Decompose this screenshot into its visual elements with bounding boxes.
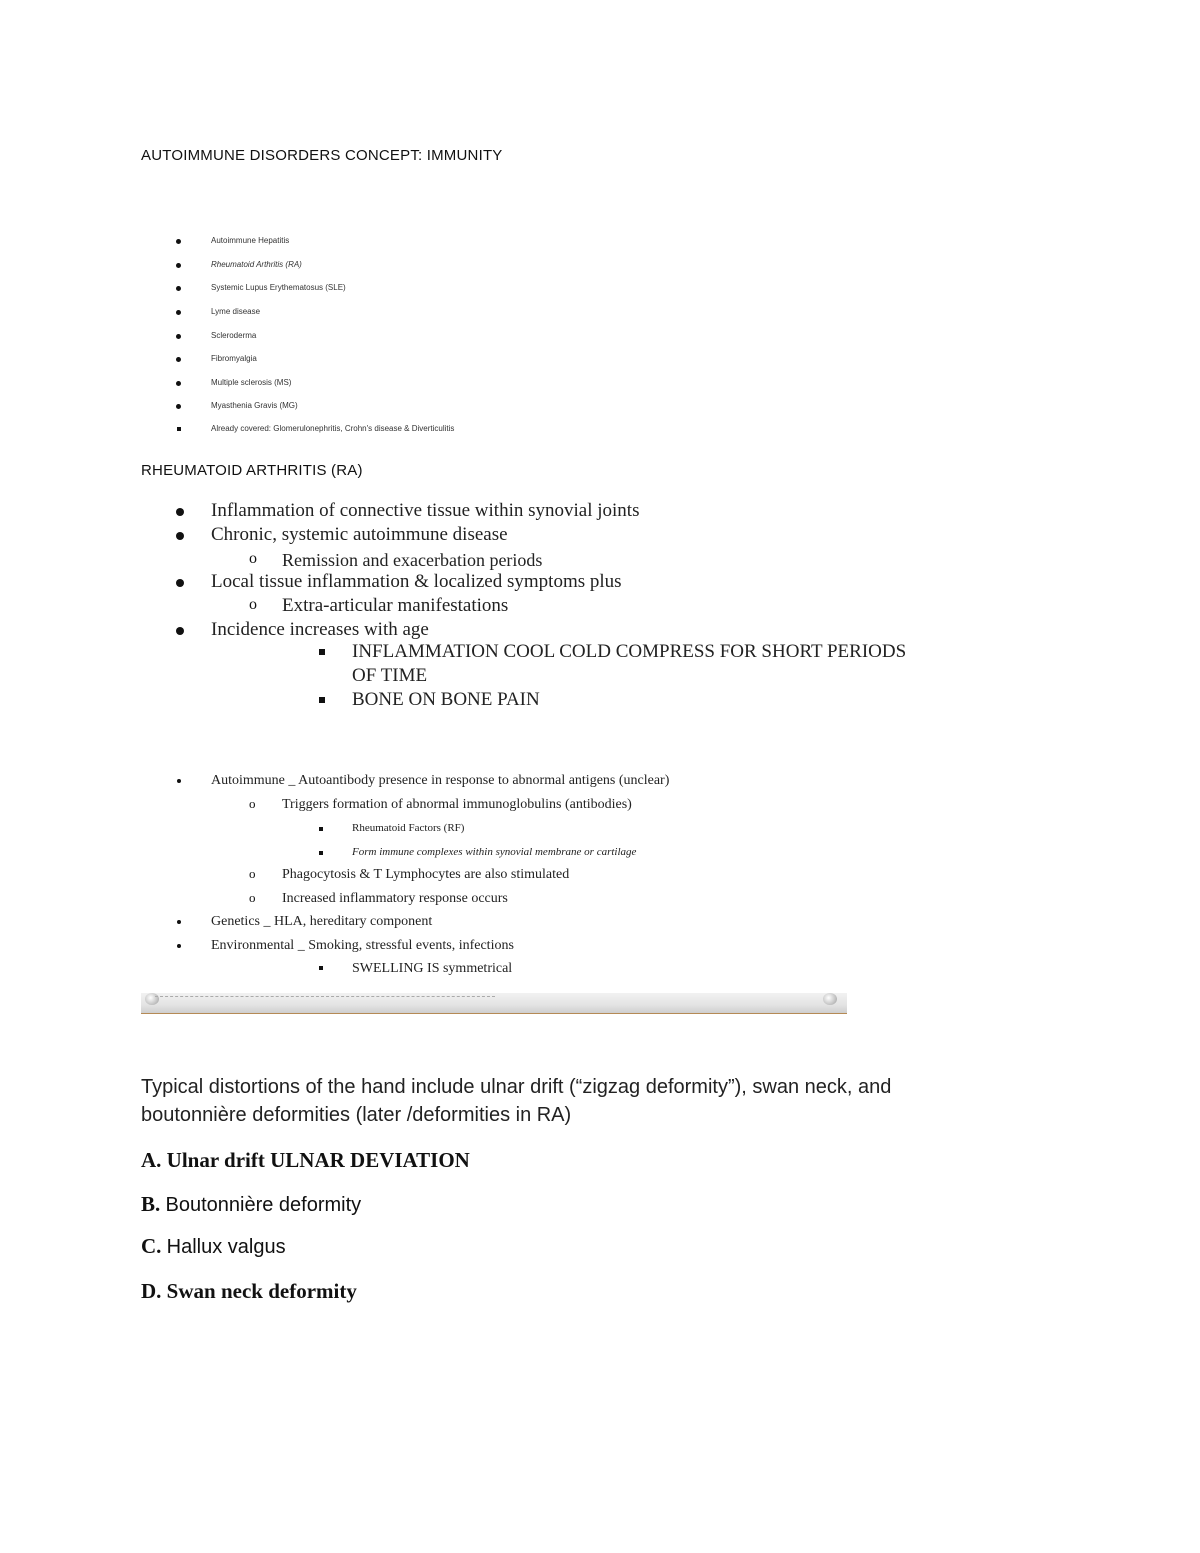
list-item: Lyme disease (211, 307, 261, 316)
option-d (141, 1279, 357, 1304)
intro-line: boutonnière deformities (later /deformities in RA) (141, 1104, 572, 1126)
list-item: Myasthenia Gravis (MG) (211, 401, 298, 410)
list-item: Systemic Lupus Erythematosus (SLE) (211, 283, 346, 292)
option-c (141, 1234, 286, 1259)
bullet-icon (177, 944, 181, 948)
bullet-icon (176, 627, 184, 635)
list-item: Rheumatoid Arthritis (RA) (211, 260, 302, 269)
list-item: Form immune complexes within synovial membrane or cartilage (352, 846, 637, 858)
list-item: Fibromyalgia (211, 354, 257, 363)
list-item: Multiple sclerosis (MS) (211, 378, 292, 387)
list-item: Triggers formation of abnormal immunoglobulins (antibodies) (282, 797, 632, 812)
list-item: Incidence increases with age (211, 619, 429, 640)
bullet-icon (176, 263, 181, 268)
list-item: Inflammation of connective tissue within synovial joints (211, 500, 640, 521)
list-item: Increased inflammatory response occurs (282, 891, 508, 906)
option-a (141, 1148, 470, 1173)
list-item: Extra-articular manifestations (282, 595, 509, 616)
bullet-icon (176, 404, 181, 409)
bullet-icon (176, 579, 184, 587)
intro-line: Typical distortions of the hand include ulnar drift (“zigzag deformity”), swan neck, and (141, 1076, 892, 1098)
circle-bullet-icon: o (249, 796, 256, 811)
option-text: Boutonnière deformity (165, 1194, 362, 1216)
list-item: Autoimmune Hepatitis (211, 236, 290, 245)
bullet-icon (176, 334, 181, 339)
list-item: Autoimmune _ Autoantibody presence in response to abnormal antigens (unclear) (211, 773, 670, 788)
list-item: Scleroderma (211, 331, 257, 340)
pin-icon (823, 993, 837, 1005)
square-bullet-icon (319, 851, 323, 855)
list-item: Phagocytosis & T Lymphocytes are also stimulated (282, 867, 570, 882)
square-bullet-icon (319, 827, 323, 831)
option-letter: C. (141, 1234, 162, 1258)
page-title: AUTOIMMUNE DISORDERS CONCEPT: IMMUNITY (141, 147, 503, 164)
bullet-icon (176, 508, 184, 516)
bullet-icon (176, 381, 181, 386)
circle-bullet-icon: o (249, 596, 257, 613)
image-strip (141, 993, 847, 1014)
list-item: SWELLING IS symmetrical (352, 961, 513, 976)
list-item-note: Already covered: Glomerulonephritis, Crohn's disease & Diverticulitis (211, 424, 455, 433)
bullet-icon (176, 357, 181, 362)
option-letter: D. (141, 1279, 162, 1303)
square-bullet-icon (319, 966, 323, 970)
list-item: BONE ON BONE PAIN (352, 689, 540, 710)
option-text: Ulnar drift ULNAR DEVIATION (166, 1148, 470, 1172)
circle-bullet-icon: o (249, 890, 256, 905)
list-item: Chronic, systemic autoimmune disease (211, 524, 508, 545)
list-item: INFLAMMATION COOL COLD COMPRESS FOR SHORT PERIODS (352, 641, 907, 662)
bullet-icon (177, 779, 181, 783)
square-bullet-icon (319, 697, 325, 703)
divider (155, 996, 495, 997)
option-text: Hallux valgus (166, 1236, 286, 1258)
circle-bullet-icon: o (249, 550, 257, 567)
square-bullet-icon (177, 427, 181, 431)
list-item: Genetics _ HLA, hereditary component (211, 914, 433, 929)
section-heading: RHEUMATOID ARTHRITIS (RA) (141, 462, 363, 479)
option-text: Swan neck deformity (166, 1279, 357, 1303)
list-item: Environmental _ Smoking, stressful events, infections (211, 938, 514, 953)
list-item: Remission and exacerbation periods (282, 550, 543, 570)
list-item: Local tissue inflammation & localized symptoms plus (211, 571, 622, 592)
bullet-icon (177, 920, 181, 924)
option-letter: A. (141, 1148, 162, 1172)
option-letter: B. (141, 1192, 161, 1216)
list-item: Rheumatoid Factors (RF) (352, 822, 465, 834)
list-item-continuation: OF TIME (352, 665, 428, 686)
bullet-icon (176, 532, 184, 540)
option-b (141, 1192, 361, 1217)
bullet-icon (176, 310, 181, 315)
bullet-icon (176, 239, 181, 244)
square-bullet-icon (319, 649, 325, 655)
bullet-icon (176, 286, 181, 291)
pin-icon (145, 993, 159, 1005)
circle-bullet-icon: o (249, 866, 256, 881)
